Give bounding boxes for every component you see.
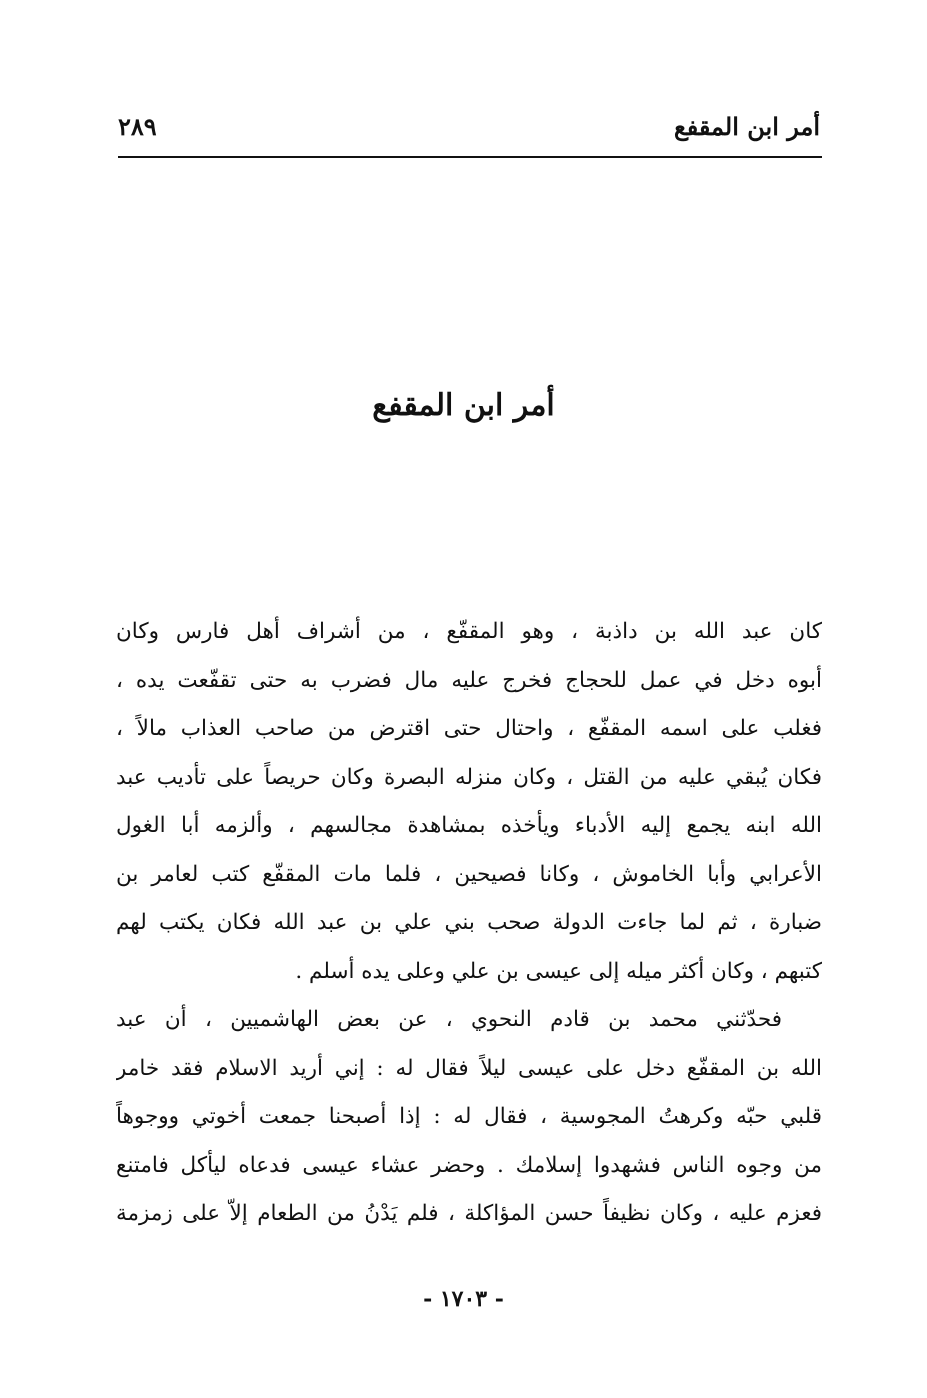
page-header bbox=[118, 108, 820, 156]
text-line: ضبارة ، ثم لما جاءت الدولة صحب بني علي بن عبد الله فكان يكتب لهم bbox=[116, 910, 822, 935]
body-text bbox=[116, 608, 822, 1239]
text-line: الأعرابي وأبا الخاموش ، وكانا فصيحين ، فلما مات المقفّع كتب لعامر بن bbox=[116, 861, 822, 887]
text-line: كان عبد الله بن داذبة ، وهو المقفّع ، من أشراف أهل فارس وكان bbox=[116, 619, 822, 644]
text-line: أبوه دخل في عمل للحجاج فخرج عليه مال فضرب به حتى تقفّعت يده ، bbox=[116, 667, 822, 693]
text-line: من وجوه الناس فشهدوا إسلامك . وحضر عشاء عيسى فدعاه ليأكل فامتنع bbox=[116, 1152, 822, 1178]
text-line: الله ابنه يجمع إليه الأدباء ويأخذه بمشاهدة مجالسهم ، وألزمه أبا الغول bbox=[116, 813, 822, 838]
text-line: فحدّثني محمد بن قادم النحوي ، عن بعض الهاشميين ، أن عبد bbox=[116, 1007, 782, 1032]
chapter-title: أمر ابن المقفع bbox=[372, 388, 555, 423]
text-line: الله بن المقفّع دخل على عيسى ليلاً فقال له : إني أريد الاسلام فقد خامر bbox=[116, 1055, 822, 1081]
text-line: فغلب على اسمه المقفّع ، واحتال حتى اقترض من صاحب العذاب مالاً ، bbox=[116, 716, 822, 741]
text-line: كتبهم ، وكان أكثر ميله إلى عيسى بن علي وعلى يده أسلم . bbox=[295, 958, 822, 984]
running-title: أمر ابن المقفع bbox=[673, 112, 820, 141]
text-line: فكان يُبقي عليه من القتل ، وكان منزله البصرة وكان حريصاً على تأديب عبد bbox=[116, 764, 822, 790]
header-rule bbox=[118, 156, 822, 158]
text-line: فعزم عليه ، وكان نظيفاً حسن المؤاكلة ، فلم يَدْنُ من الطعام إلاّ على زمزمة bbox=[116, 1201, 822, 1226]
footer-page-number: - ١٧٠٣ - bbox=[423, 1286, 504, 1312]
header-page-number: ٢٨٩ bbox=[118, 112, 157, 141]
text-line: قلبي حبّه وكرهتُ المجوسية ، فقال له : إذا أصبحنا جمعت أخوتي ووجوهاً bbox=[116, 1104, 822, 1129]
